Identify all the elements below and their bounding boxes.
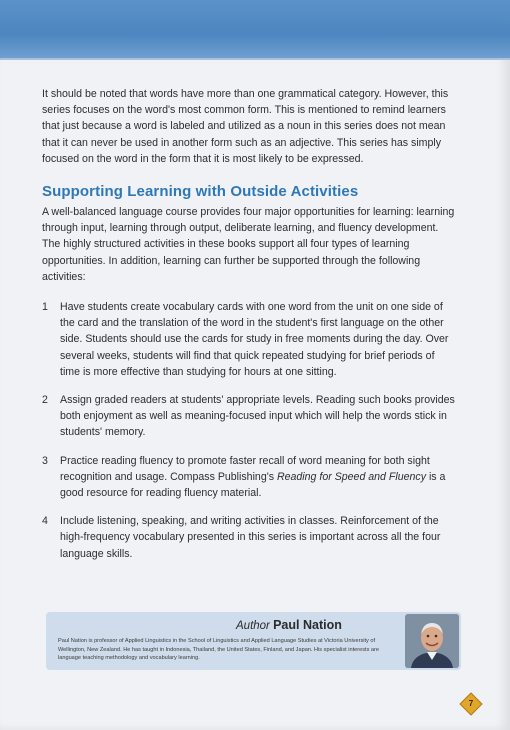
list-item-text: Have students create vocabulary cards with one word from the unit on one side of the card and the translation of the word in the student's first language on the other side. Students should use the cards for study in free moments during the day. Over several weeks, students will find that quick repeated studying for brief periods of time is more effective than studying for hours at one sitting. [60,301,449,378]
activities-list [42,299,457,562]
list-item-number: 2 [42,394,48,407]
list-item-text-part: is a good resource for reading fluency material. [60,470,446,500]
list-item-number: 4 [42,515,48,528]
list-item [42,453,457,502]
page-content [42,86,457,574]
list-item-text [60,453,457,502]
author-photo [405,614,459,668]
list-item-number: 1 [42,301,48,314]
author-label: Author [236,620,270,632]
list-item-text: Include listening, speaking, and writing activities in classes. Reinforcement of the high-frequency vocabulary presented in this series is important across all the four language skills. [60,515,441,560]
list-item-text: Assign graded readers at students' appropriate levels. Reading such books provides both enjoyment as well as meaning-focused input which will help the words stick in students' memory. [60,394,455,439]
list-item [42,513,457,562]
list-item [42,392,457,441]
author-bio: Paul Nation is professor of Applied Linguistics in the School of Linguistics and Applied Language Studies at Victoria University of Wellington, New Zealand. He has taught in Indonesia, Thailand, the United States, Finland, and Japan. His specialist interests are language teaching methodology and vocabulary learning. [58,638,379,662]
page-number: 7 [468,699,474,708]
author-name: Paul Nation [273,618,342,632]
author-credit [236,618,342,632]
book-title: Reading for Speed and Fluency [276,470,426,483]
section-heading: Supporting Learning with Outside Activities [42,183,359,201]
intro-paragraph: It should be noted that words have more than one grammatical category. However, this series focuses on the word's most common form. This is mentioned to remind learners that just because a word is labeled and utilized as a noun in this series does not mean that it can never be used in another form such as an adjective. This series has simply focused on the word in the form that it is most likely to be expressed. [42,88,449,165]
list-item-number: 3 [42,454,48,467]
section-paragraph: A well-balanced language course provides four major opportunities for learning: learning through input, learning through output, deliberate learning, and fluency development. The highly structured activities in these books support all four types of learning opportunities. In addition, learning can further be supported through the following activities: [42,206,455,283]
list-item-text-part: Practice reading fluency to promote faster recall of word meaning for both sight recognition and usage. Compass Publishing's [60,454,430,483]
author-portrait-icon [405,614,459,668]
header-color-band [0,0,510,60]
list-item [42,299,457,380]
